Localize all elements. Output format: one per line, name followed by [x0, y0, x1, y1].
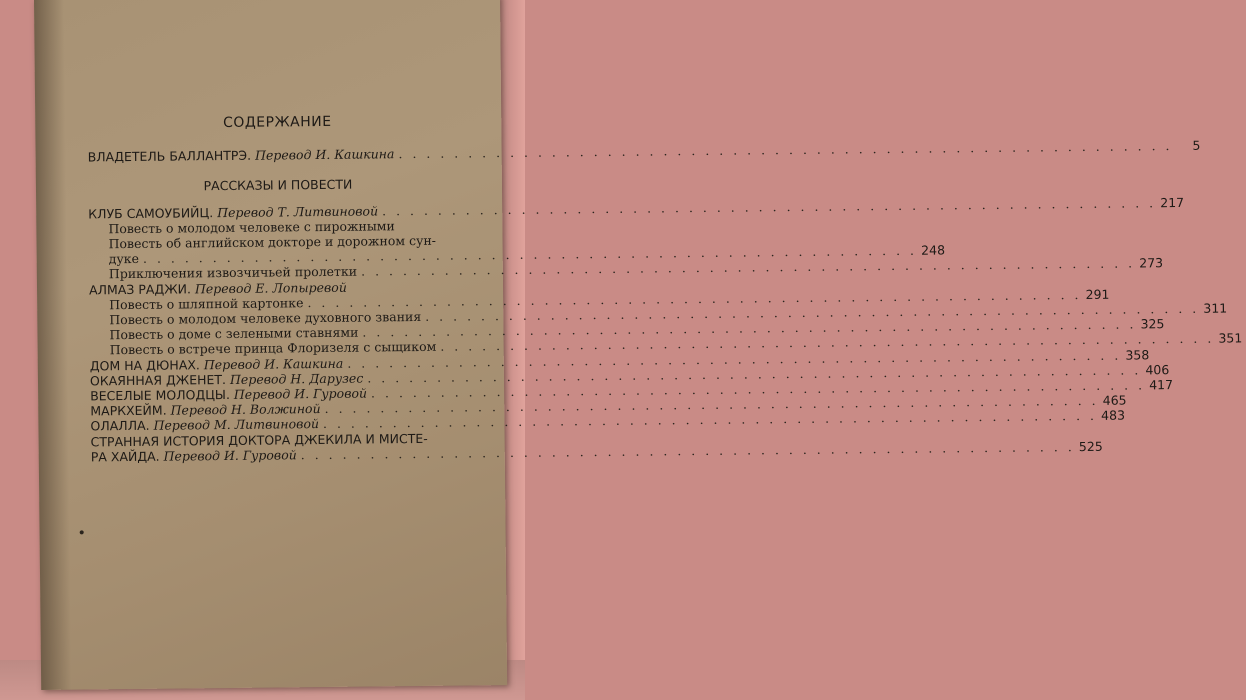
- toc-subentry: [88, 232, 946, 267]
- entry-translator: Перевод И. Гуровой: [163, 447, 297, 464]
- entry-title: ВЛАДЕТЕЛЬ БАЛЛАНТРЭ.: [87, 147, 252, 165]
- toc-title: СОДЕРЖАНИЕ: [222, 113, 332, 132]
- entry-title-continuation: РА ХАЙДА.: [90, 448, 160, 465]
- entry-translator: Перевод И. Кашкина: [254, 146, 395, 163]
- page-number: 406: [1145, 361, 1170, 378]
- table-of-contents: [87, 113, 1243, 465]
- toc-entry: [87, 137, 1201, 165]
- page-number: 351: [1218, 330, 1243, 347]
- entry-title: СТРАННАЯ ИСТОРИЯ ДОКТОРА ДЖЕКИЛА И МИСТЕ-: [90, 430, 428, 450]
- book-page: [34, 0, 1243, 690]
- page-number: 291: [1085, 286, 1110, 302]
- subentry-title: Повесть о молодом человеке с пирожными: [108, 218, 395, 237]
- page-number: 358: [1125, 346, 1150, 363]
- page-number: 273: [1139, 255, 1164, 271]
- page-number: 465: [1102, 392, 1127, 409]
- subentry-title: Повесть о встрече принца Флоризеля с сыщиком: [109, 339, 437, 358]
- subentry-title: Повесть о молодом человеке духовного звания: [109, 308, 422, 328]
- page-mark: •: [77, 525, 86, 542]
- page-number: 248: [921, 242, 946, 258]
- page-number: 217: [1160, 194, 1185, 210]
- entry-title: МАРКХЕЙМ.: [90, 402, 167, 419]
- entry-title: АЛМАЗ РАДЖИ.: [88, 280, 192, 298]
- entry-translator: Перевод Т. Литвиновой: [217, 203, 379, 220]
- entry-title: ОКАЯННАЯ ДЖЕНЕТ.: [89, 371, 227, 389]
- leader-dots: [382, 195, 1156, 218]
- page-number: 417: [1149, 377, 1174, 393]
- subentry-title: Приключения извозчичьей пролетки: [108, 264, 358, 282]
- page-number: 483: [1101, 408, 1126, 424]
- entry-title: ДОМ НА ДЮНАХ.: [89, 356, 200, 374]
- toc-entry: [90, 430, 1103, 465]
- entry-title: ВЕСЕЛЫЕ МОЛОДЦЫ.: [90, 387, 230, 404]
- subentry-continuation: дуке: [108, 251, 140, 267]
- entry-translator: Перевод М. Литвиновой: [153, 416, 320, 434]
- subentry-title: Повесть о доме с зелеными ставнями: [109, 324, 359, 343]
- entry-translator: Перевод Н. Дарузес: [229, 370, 364, 387]
- page-number: 325: [1140, 316, 1165, 332]
- entry-translator: Перевод Е. Лопыревой: [194, 279, 347, 296]
- entry-title: ОЛАЛЛА.: [90, 418, 150, 434]
- page-number: 525: [1078, 438, 1103, 454]
- page-gutter-shadow: [34, 0, 71, 690]
- entry-translator: Перевод И. Гуровой: [233, 385, 368, 402]
- subentry-title: Повесть о шляпной картонке: [109, 295, 304, 313]
- entry-title: КЛУБ САМОУБИЙЦ.: [88, 204, 214, 222]
- subentry-title: Повесть об английском докторе и дорожном сун-: [108, 232, 437, 252]
- section-heading: РАССКАЗЫ И ПОВЕСТИ: [203, 177, 353, 194]
- page-number: 5: [1192, 137, 1201, 154]
- page-number: 311: [1203, 300, 1228, 316]
- entry-translator: Перевод Н. Волжиной: [170, 401, 321, 418]
- entry-translator: Перевод И. Кашкина: [203, 355, 344, 372]
